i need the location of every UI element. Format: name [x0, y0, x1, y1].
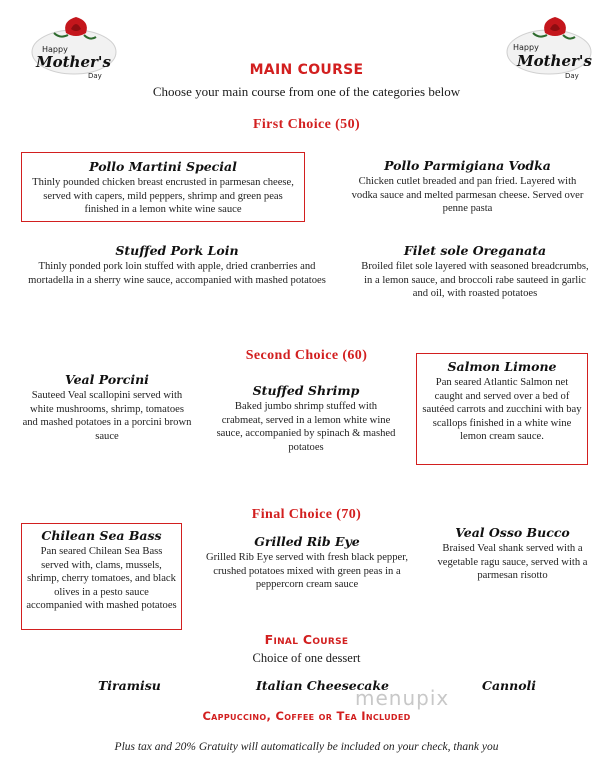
dish-description: Chicken cutlet breaded and pan fried. Layered with vodka sauce and melted parmesan cheese. Served over penne pasta: [351, 176, 584, 215]
svg-text:Happy: Happy: [42, 45, 68, 54]
dish-filet-sole-oreganata: [360, 243, 590, 301]
dish-name: Pollo Parmigiana Vodka: [384, 158, 551, 173]
svg-text:Mother's: Mother's: [517, 52, 592, 70]
dish-name: Filet sole Oreganata: [403, 243, 547, 258]
svg-text:Day: Day: [88, 72, 102, 80]
final-course-subtitle: Choice of one dessert: [252, 651, 361, 665]
dish-pollo-parmigiana-vodka: [345, 158, 590, 216]
dish-pollo-martini-special: [21, 152, 305, 222]
dish-name: Pollo Martini Special: [89, 159, 237, 174]
dish-name: Stuffed Pork Loin: [115, 243, 239, 258]
second-choice-heading: Second Choice (60): [245, 348, 368, 363]
main-course-title: MAIN COURSE: [249, 62, 364, 78]
dish-description: Braised Veal shank served with a vegetable ragu sauce, served with a parmesan risotto: [437, 543, 588, 582]
dish-name: Chilean Sea Bass: [41, 528, 162, 543]
dessert-tiramisu: Tiramisu: [98, 678, 161, 693]
svg-text:Happy: Happy: [513, 43, 539, 52]
final-choice-heading: Final Choice (70): [251, 507, 362, 522]
svg-text:Day: Day: [565, 72, 579, 80]
dish-name: Salmon Limone: [447, 359, 557, 374]
gratuity-note: Plus tax and 20% Gratuity will automatically be included on your check, thank you: [114, 741, 499, 753]
dish-name: Grilled Rib Eye: [254, 534, 360, 549]
dish-description: Thinly pounded chicken breast encrusted in parmesan cheese, served with capers, mild peppers, shrimp and green peas finished in a lemon white wine sauce: [32, 177, 294, 216]
dish-stuffed-shrimp: [214, 383, 398, 454]
dish-name: Veal Osso Bucco: [455, 525, 570, 540]
dish-stuffed-pork-loin: [22, 243, 332, 287]
dish-description: Pan seared Chilean Sea Bass served with, clams, mussels, shrimp, cherry tomatoes, and black olives in a pesto sauce accompanied with mashed potatoes: [26, 546, 177, 612]
dish-veal-porcini: [22, 372, 192, 443]
dish-grilled-rib-eye: [198, 534, 416, 592]
beverage-included-note: Cappuccino, Coffee or Tea Included: [202, 709, 411, 723]
svg-text:Mother's: Mother's: [36, 53, 111, 71]
main-course-subtitle: Choose your main course from one of the categories below: [152, 84, 461, 99]
dish-description: Broiled filet sole layered with seasoned breadcrumbs, in a lemon sauce, and broccoli rabe sauteed in garlic and oil, with roasted potatoes: [361, 261, 589, 300]
dish-description: Grilled Rib Eye served with fresh black pepper, crushed potatoes mixed with green peas in a peppercorn cream sauce: [206, 552, 408, 591]
dish-salmon-limone: [416, 353, 588, 465]
dish-description: Thinly ponded pork loin stuffed with apple, dried cranberries and mortadella in a sherry wine sauce, accompanied with mashed potatoes: [28, 261, 326, 286]
final-course-title: Final Course: [264, 632, 349, 647]
menupix-watermark: menupix: [355, 686, 450, 710]
first-choice-heading: First Choice (50): [252, 117, 361, 132]
dish-name: Veal Porcini: [65, 372, 149, 387]
dish-name: Stuffed Shrimp: [252, 383, 360, 398]
dish-description: Sauteed Veal scallopini served with white mushrooms, shrimp, tomatoes and mashed potatoes in a porcini brown sauce: [22, 390, 192, 442]
dessert-cannoli: Cannoli: [482, 678, 537, 693]
dessert-italian-cheesecake: Italian Cheesecake: [256, 678, 390, 693]
dish-veal-osso-bucco: [430, 525, 595, 583]
dish-chilean-sea-bass: [21, 523, 182, 630]
dish-description: Pan seared Atlantic Salmon net caught and served over a bed of sautéed carrots and zucchini with bay scallops finished in a white wine lemon cream sauce.: [422, 377, 582, 443]
dish-description: Baked jumbo shrimp stuffed with crabmeat, served in a lemon white wine sauce, accompanied by spinach & mashed potatoes: [216, 401, 396, 453]
